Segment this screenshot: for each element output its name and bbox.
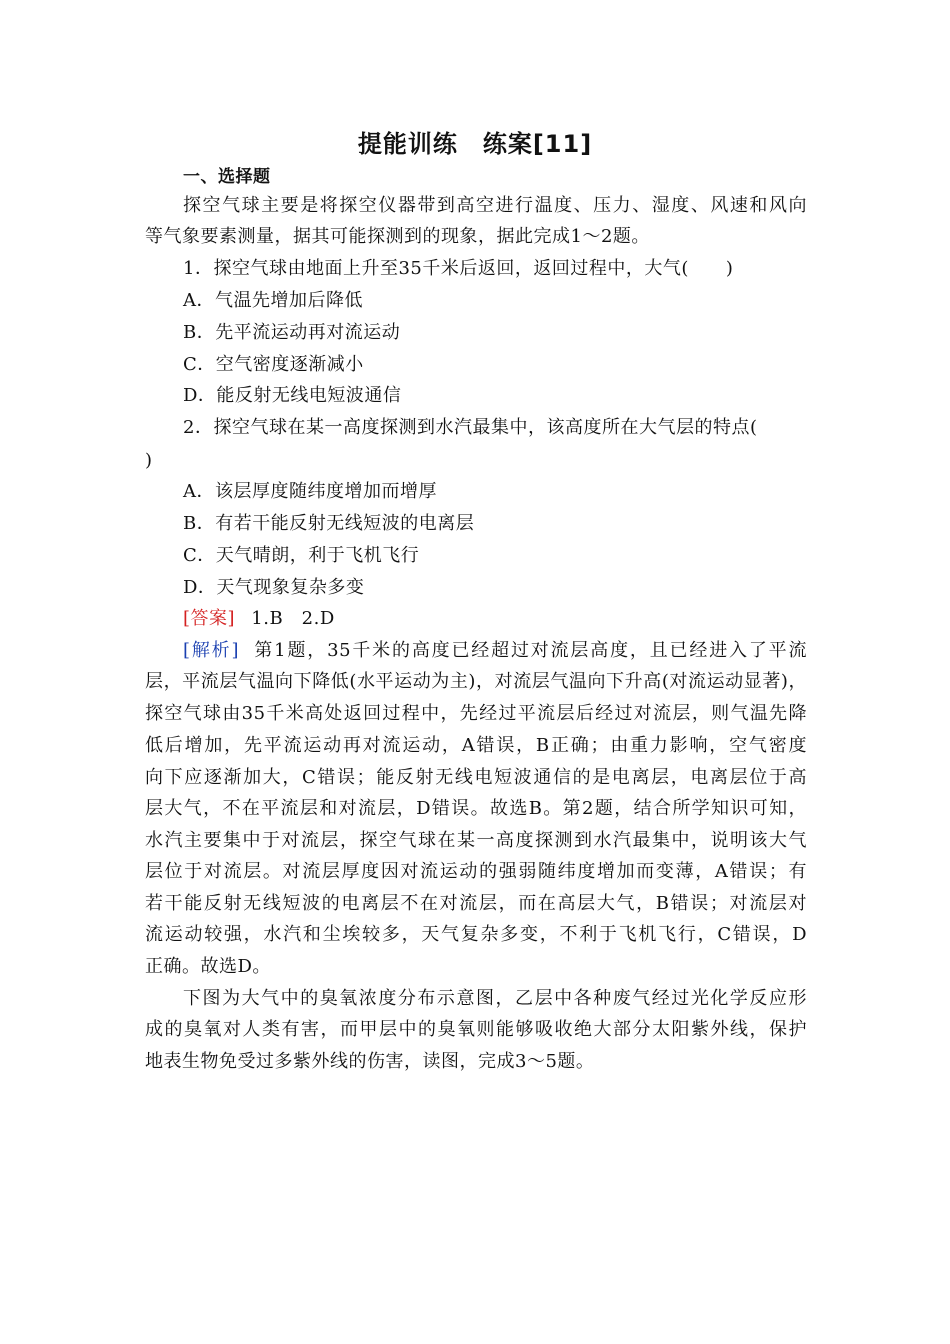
analysis-last-line: 正确。故选D。 xyxy=(145,956,271,977)
intro2-line2: 成的臭氧对人类有害，而甲层中的臭氧则能够吸收绝大部分太阳紫外线，保护 xyxy=(145,1019,807,1040)
answer-text: 1.B 2.D xyxy=(251,608,335,629)
intro2-line3: 地表生物免受过多紫外线的伤害，读图，完成3～5题。 xyxy=(145,1051,595,1072)
intro1-line1: 探空气球主要是将探空仪器带到高空进行温度、压力、湿度、风速和风向 xyxy=(183,195,807,216)
analysis-line-6: 层大气，不在平流层和对流层，D错误。故选B。第2题，结合所学知识可知， xyxy=(145,798,807,819)
question-2-option-a: A．该层厚度随纬度增加而增厚 xyxy=(183,481,437,502)
question-1-stem: 1．探空气球由地面上升至35千米后返回，返回过程中，大气( ) xyxy=(183,258,734,279)
intro2-line1: 下图为大气中的臭氧浓度分布示意图，乙层中各种废气经过光化学反应形 xyxy=(183,988,807,1009)
analysis-line-9: 若干能反射无线短波的电离层不在对流层，而在高层大气，B错误；对流层对 xyxy=(145,893,807,914)
page-title: 提能训练 练案[11] xyxy=(357,130,593,158)
analysis-text-start: 第1题，35千米的高度已经超过对流层高度，且已经进入了平流 xyxy=(253,640,808,661)
question-2-option-b: B．有若干能反射无线短波的电离层 xyxy=(183,513,475,534)
analysis-line-10: 流运动较强，水汽和尘埃较多，天气复杂多变，不利于飞机飞行，C错误，D xyxy=(145,924,807,945)
analysis-line-3: 探空气球由35千米高处返回过程中，先经过平流层后经过对流层，则气温先降 xyxy=(145,703,807,724)
question-2-stem-line1: 2．探空气球在某一高度探测到水汽最集中，该高度所在大气层的特点( xyxy=(183,417,758,438)
analysis-line-4: 低后增加，先平流运动再对流运动，A错误，B正确；由重力影响，空气密度 xyxy=(145,735,807,756)
analysis-line-1 xyxy=(183,638,807,664)
question-2-option-c: C．天气晴朗，利于飞机飞行 xyxy=(183,545,420,566)
question-2-stem-line2: ) xyxy=(145,450,153,471)
analysis-line-8: 层位于对流层。对流层厚度因对流运动的强弱随纬度增加而变薄，A错误；有 xyxy=(145,861,807,882)
analysis-line-7: 水汽主要集中于对流层，探空气球在某一高度探测到水汽最集中，说明该大气 xyxy=(145,830,807,851)
answer-line xyxy=(183,606,335,632)
question-1-option-c: C．空气密度逐渐减小 xyxy=(183,354,364,375)
question-1-option-d: D．能反射无线电短波通信 xyxy=(183,385,402,406)
question-2-option-d: D．天气现象复杂多变 xyxy=(183,577,365,598)
answer-tag: [答案] xyxy=(183,608,236,629)
question-1-option-a: A．气温先增加后降低 xyxy=(183,290,363,311)
analysis-line-2: 层，平流层气温向下降低(水平运动为主)，对流层气温向下升高(对流运动显著)， xyxy=(145,671,807,692)
intro1-line2: 等气象要素测量，据其可能探测到的现象，据此完成1～2题。 xyxy=(145,226,650,247)
question-1-option-b: B．先平流运动再对流运动 xyxy=(183,322,401,343)
section-heading: 一、选择题 xyxy=(183,167,271,187)
analysis-line-5: 向下应逐渐加大，C错误；能反射无线电短波通信的是电离层，电离层位于高 xyxy=(145,767,807,788)
analysis-tag: [解析] xyxy=(183,640,240,661)
